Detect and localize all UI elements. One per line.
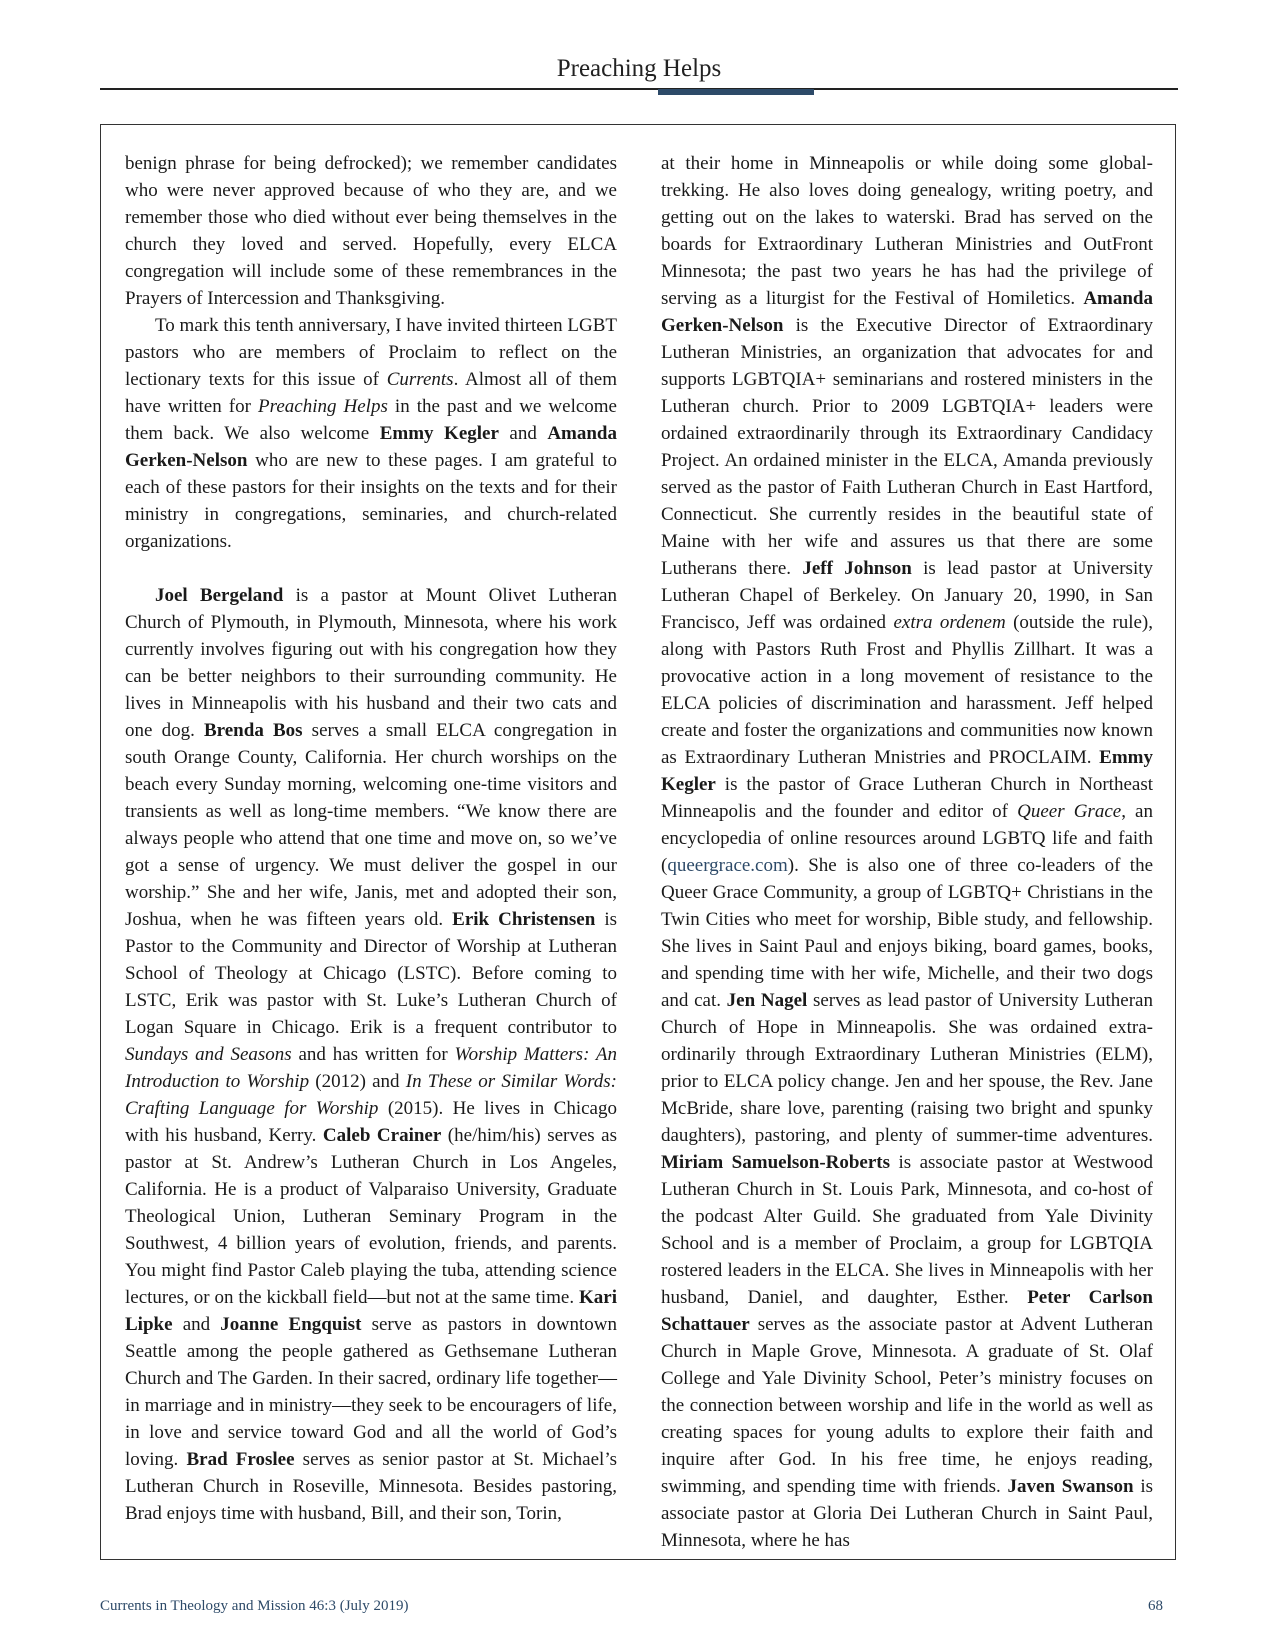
text-run: and: [172, 1314, 221, 1335]
text-run: and: [498, 423, 548, 444]
text-run: (outside the rule), along with Pastors Ruth Frost and Phyllis Zillhart. It was a provocative action in a long movement of resistance to the ELCA policies of discrimination and harassment. Jeff helped create and foster the organizations and communities now known as Extraordinary Lutheran Mnistries and PROCLAIM.: [661, 612, 1153, 768]
person-name: Kari Lipke: [125, 1287, 617, 1335]
text-run: (2012) and: [309, 1071, 406, 1092]
person-name: Peter Carlson Schattauer: [661, 1287, 1153, 1335]
text-run: is the pastor of Grace Lutheran Church in Northeast Minneapolis and the founder and editor of: [661, 774, 1153, 822]
text-run: at their home in Minneapolis or while doing some global-trekking. He also loves doing genealogy, writing poetry, and getting out on the lakes to waterski. Brad has served on the boards for Extraordinary Lutheran Ministries and OutFront Minnesota; the past two years he has had the privilege of serving as a liturgist for the Festival of Homiletics.: [661, 153, 1153, 309]
right-column: [661, 150, 1153, 1554]
text-run: benign phrase for being defrocked); we remember candidates who were never approved because of who they are, and we remember those who died without ever being themselves in the church they loved and served. Hopefully, every ELCA congregation will include some of these remembrances in the Prayers of Intercession and Thanksgiving.: [125, 153, 617, 309]
person-name: Brad Froslee: [186, 1449, 295, 1470]
text-run: (2015). He lives in Chicago with his husband, Kerry.: [125, 1098, 617, 1146]
text-run: serves as the associate pastor at Advent Lutheran Church in Maple Grove, Minnesota. A graduate of St. Olaf College and Yale Divinity School, Peter’s ministry focuses on the connection between worship and life in the world as well as creating spaces for young adults to explore their faith and inquire after God. In his free time, he enjoys reading, swimming, and spending time with friends.: [661, 1314, 1153, 1497]
text-run: is associate pastor at Gloria Dei Lutheran Church in Saint Paul, Minnesota, where he has: [661, 1476, 1153, 1551]
person-name: Erik Christensen: [452, 909, 596, 930]
queergrace-link[interactable]: queergrace.com: [667, 855, 788, 876]
person-name: Joel Bergeland: [155, 585, 284, 606]
italic-title: Currents: [386, 369, 454, 390]
text-run: To mark this tenth anniversary, I have invited thirteen LGBT pastors who are members of Proclaim to reflect on the lectionary texts for this issue of: [125, 315, 617, 390]
italic-title: Worship Matters: An Introduction to Worship: [125, 1044, 617, 1092]
italic-title: Sundays and Seasons: [125, 1044, 292, 1065]
text-run: , an encyclopedia of online resources around LGBTQ life and faith (: [661, 801, 1153, 876]
person-name: Brenda Bos: [203, 720, 303, 741]
text-run: is the Executive Director of Extraordinary Lutheran Ministries, an organization that advocates for and supports LGBTQIA+ seminarians and rostered ministers in the Lutheran church. Prior to 2009 LGBTQIA+ leaders were ordained extraordinarily through its Extraordinary Candidacy Project. An ordained minister in the ELCA, Amanda previously served as the pastor of Faith Lutheran Church in East Hartford, Connecticut. She currently resides in the beautiful state of Maine with her wife and assures us that there are some Lutherans there.: [661, 315, 1153, 579]
italic-title: Preaching Helps: [258, 396, 388, 417]
italic-title: In These or Similar Words: Crafting Language for Worship: [125, 1071, 617, 1119]
left-column: [125, 150, 617, 1527]
text-run: serve as pastors in downtown Seattle among the people gathered as Gethsemane Lutheran Church and The Garden. In their sacred, ordinary life together—in marriage and in ministry—they seek to be encouragers of life, in love and service toward God and all the world of God’s loving.: [125, 1314, 617, 1470]
person-name: Miriam Samuelson-Roberts: [661, 1152, 891, 1173]
person-name: Amanda Gerken-Nelson: [125, 423, 617, 471]
person-name: Amanda Gerken-Nelson: [661, 288, 1153, 336]
page-number: 68: [1148, 1598, 1163, 1614]
page-header: [100, 50, 1178, 96]
paragraph: [125, 582, 617, 1527]
person-name: Javen Swanson: [1007, 1476, 1134, 1497]
italic-title: Queer Grace: [1017, 801, 1122, 822]
person-name: Emmy Kegler: [661, 747, 1153, 795]
text-run: ). She is also one of three co-leaders of the Queer Grace Community, a group of LGBTQ+ Christians in the Twin Cities who meet for worship, Bible study, and fellowship. She lives in Saint Paul and enjoys biking, board games, books, and spending time with her wife, Michelle, and their two dogs and cat.: [661, 855, 1153, 1011]
text-run: is lead pastor at University Lutheran Chapel of Berkeley. On January 20, 1990, in San Francisco, Jeff was ordained: [661, 558, 1154, 633]
text-run: serves a small ELCA congregation in south Orange County, California. Her church worships on the beach every Sunday morning, welcoming one-time visitors and transients as well as long-time members. “We know there are always people who attend that one time and move on, so we’ve got a sense of urgency. We must deliver the gospel in our worship.” She and her wife, Janis, met and adopted their son, Joshua, when he was fifteen years old.: [125, 720, 617, 930]
person-name: Emmy Kegler: [379, 423, 499, 444]
text-run: serves as lead pastor of University Lutheran Church of Hope in Minneapolis. She was ordained extra-ordinarily through Extraordinary Lutheran Ministries (ELM), prior to ELCA policy change. Jen and her spouse, the Rev. Jane McBride, share love, parenting (raising two bright and spunky daughters), pastoring, and plenty of summer-time adventures.: [661, 990, 1153, 1146]
text-run: and has written for: [291, 1044, 455, 1065]
paragraph: [125, 150, 617, 312]
text-run: serves as senior pastor at St. Michael’s Lutheran Church in Roseville, Minnesota. Besides pastoring, Brad enjoys time with husband, Bill, and their son, Torin,: [125, 1449, 617, 1524]
text-run: is a pastor at Mount Olivet Lutheran Church of Plymouth, in Plymouth, Minnesota, where his work currently involves figuring out with his congregation how they can be better neighbors to their surrounding community. He lives in Minneapolis with his husband and their two cats and one dog.: [125, 585, 617, 741]
person-name: Joanne Engquist: [220, 1314, 362, 1335]
person-name: Caleb Crainer: [322, 1125, 442, 1146]
text-run: is associate pastor at Westwood Lutheran Church in St. Louis Park, Minnesota, and co-host of the podcast Alter Guild. She graduated from Yale Divinity School and is a member of Proclaim, a group for LGBTQIA rostered leaders in the ELCA. She lives in Minneapolis with her husband, Daniel, and daughter, Esther.: [661, 1152, 1153, 1308]
journal-citation: Currents in Theology and Mission 46:3 (July 2019): [100, 1598, 409, 1614]
text-run: . Almost all of them have written for: [125, 369, 618, 417]
italic-term: extra ordenem: [893, 612, 1006, 633]
header-rule: [100, 88, 1178, 90]
person-name: Jeff Johnson: [802, 558, 912, 579]
text-run: who are new to these pages. I am grateful to each of these pastors for their insights on the texts and for their ministry in congregations, seminaries, and church-related organizations.: [125, 450, 617, 552]
text-run: in the past and we welcome them back. We also welcome: [125, 396, 617, 444]
text-run: (he/him/his) serves as pastor at St. Andrew’s Lutheran Church in Los Angeles, California. He is a product of Valparaiso University, Graduate Theological Union, Lutheran Seminary Program in the Southwest, 4 billion years of evolution, friends, and parents. You might find Pastor Caleb playing the tuba, attending science lectures, or on the kickball field—but not at the same time.: [125, 1125, 618, 1308]
person-name: Jen Nagel: [726, 990, 808, 1011]
paragraph: [125, 312, 617, 555]
text-run: is Pastor to the Community and Director of Worship at Lutheran School of Theology at Chicago (LSTC). Before coming to LSTC, Erik was pastor with St. Luke’s Lutheran Church of Logan Square in Chicago. Erik is a frequent contributor to: [125, 909, 617, 1038]
section-title: Preaching Helps: [556, 55, 722, 82]
paragraph: [661, 150, 1153, 1554]
header-accent-bar: [658, 89, 814, 95]
